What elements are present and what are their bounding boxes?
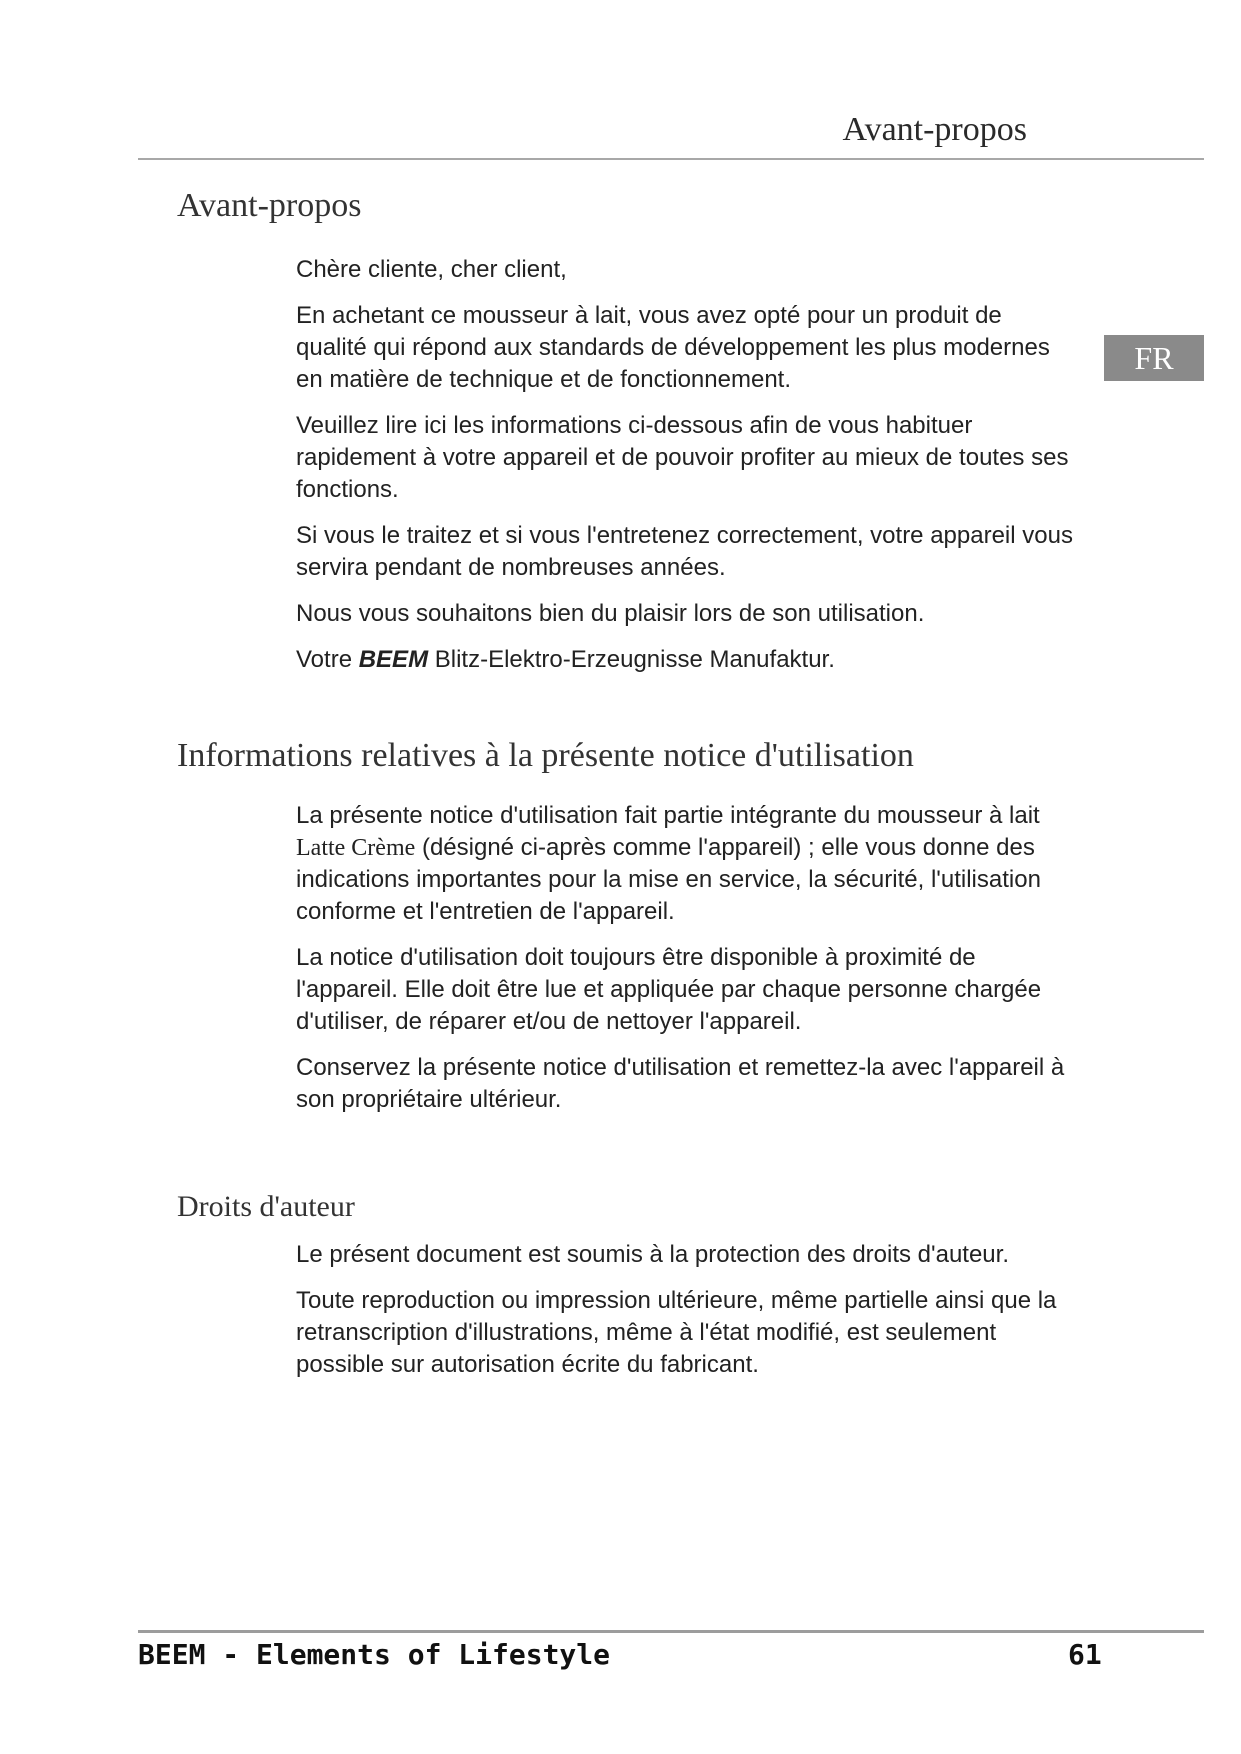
- foreword-paragraph-3: Si vous le traitez et si vous l'entretenez correctement, votre appareil vous servira pendant de nombreuses années.: [296, 522, 1073, 581]
- manual-info-paragraph-1: [296, 800, 1076, 928]
- header-rule: [138, 158, 1204, 160]
- brand-name: BEEM: [358, 646, 429, 673]
- section-title-copyright: Droits d'auteur: [177, 1190, 355, 1223]
- manual-info-paragraph-3: Conservez la présente notice d'utilisation et remettez-la avec l'appareil à son propriétaire ultérieur.: [296, 1054, 1065, 1113]
- foreword-body: [296, 254, 1076, 676]
- foreword-paragraph-2: Veuillez lire ici les informations ci-dessous afin de vous habituer rapidement à votre appareil et de pouvoir profiter au mieux de toutes ses fonctions.: [296, 412, 1069, 503]
- section-manual-info: [177, 734, 1077, 1130]
- running-header-title: Avant-propos: [842, 111, 1027, 148]
- section-title-foreword: Avant-propos: [177, 187, 362, 224]
- section-copyright: [177, 1187, 1077, 1395]
- copyright-body: [296, 1239, 1076, 1381]
- closing-suffix: Blitz-Elektro-Erzeugnisse Manufaktur.: [428, 646, 835, 673]
- manual-info-p1-start: La présente notice d'utilisation fait partie intégrante du mousseur à lait: [296, 802, 1040, 829]
- footer-brand-line: BEEM - Elements of Lifestyle: [138, 1638, 611, 1671]
- manual-info-paragraph-2: La notice d'utilisation doit toujours être disponible à proximité de l'appareil. Elle doit être lue et appliquée par chaque personne chargée d'utiliser, de réparer et/ou de nettoyer l'appareil.: [296, 944, 1042, 1035]
- foreword-paragraph-4: Nous vous souhaitons bien du plaisir lors de son utilisation.: [296, 600, 925, 627]
- manual-info-body: [296, 800, 1076, 1116]
- footer-rule: [138, 1630, 1204, 1633]
- language-tab: FR: [1104, 335, 1204, 381]
- manual-info-p1-end: (désigné ci-après comme l'appareil) ; elle vous donne des indications importantes pour la mise en service, la sécurité, l'utilisation conforme et l'entretien de l'appareil.: [296, 834, 1041, 925]
- closing-prefix: Votre: [296, 646, 359, 673]
- section-foreword: [177, 184, 1077, 690]
- product-name: Latte Crème: [296, 835, 416, 861]
- closing-line: [296, 644, 1076, 676]
- copyright-paragraph-2: Toute reproduction ou impression ultérieure, même partielle ainsi que la retranscription d'illustrations, même à l'état modifié, est seulement possible sur autorisation écrite du fabricant.: [296, 1287, 1057, 1378]
- foreword-paragraph-1: En achetant ce mousseur à lait, vous avez opté pour un produit de qualité qui répond aux standards de développement les plus modernes en matière de technique et de fonctionnement.: [296, 302, 1050, 393]
- salutation: Chère cliente, cher client,: [296, 256, 567, 283]
- copyright-paragraph-1: Le présent document est soumis à la protection des droits d'auteur.: [296, 1241, 1009, 1268]
- section-title-manual-info: Informations relatives à la présente notice d'utilisation: [177, 737, 914, 774]
- page-number: 61: [1068, 1638, 1102, 1671]
